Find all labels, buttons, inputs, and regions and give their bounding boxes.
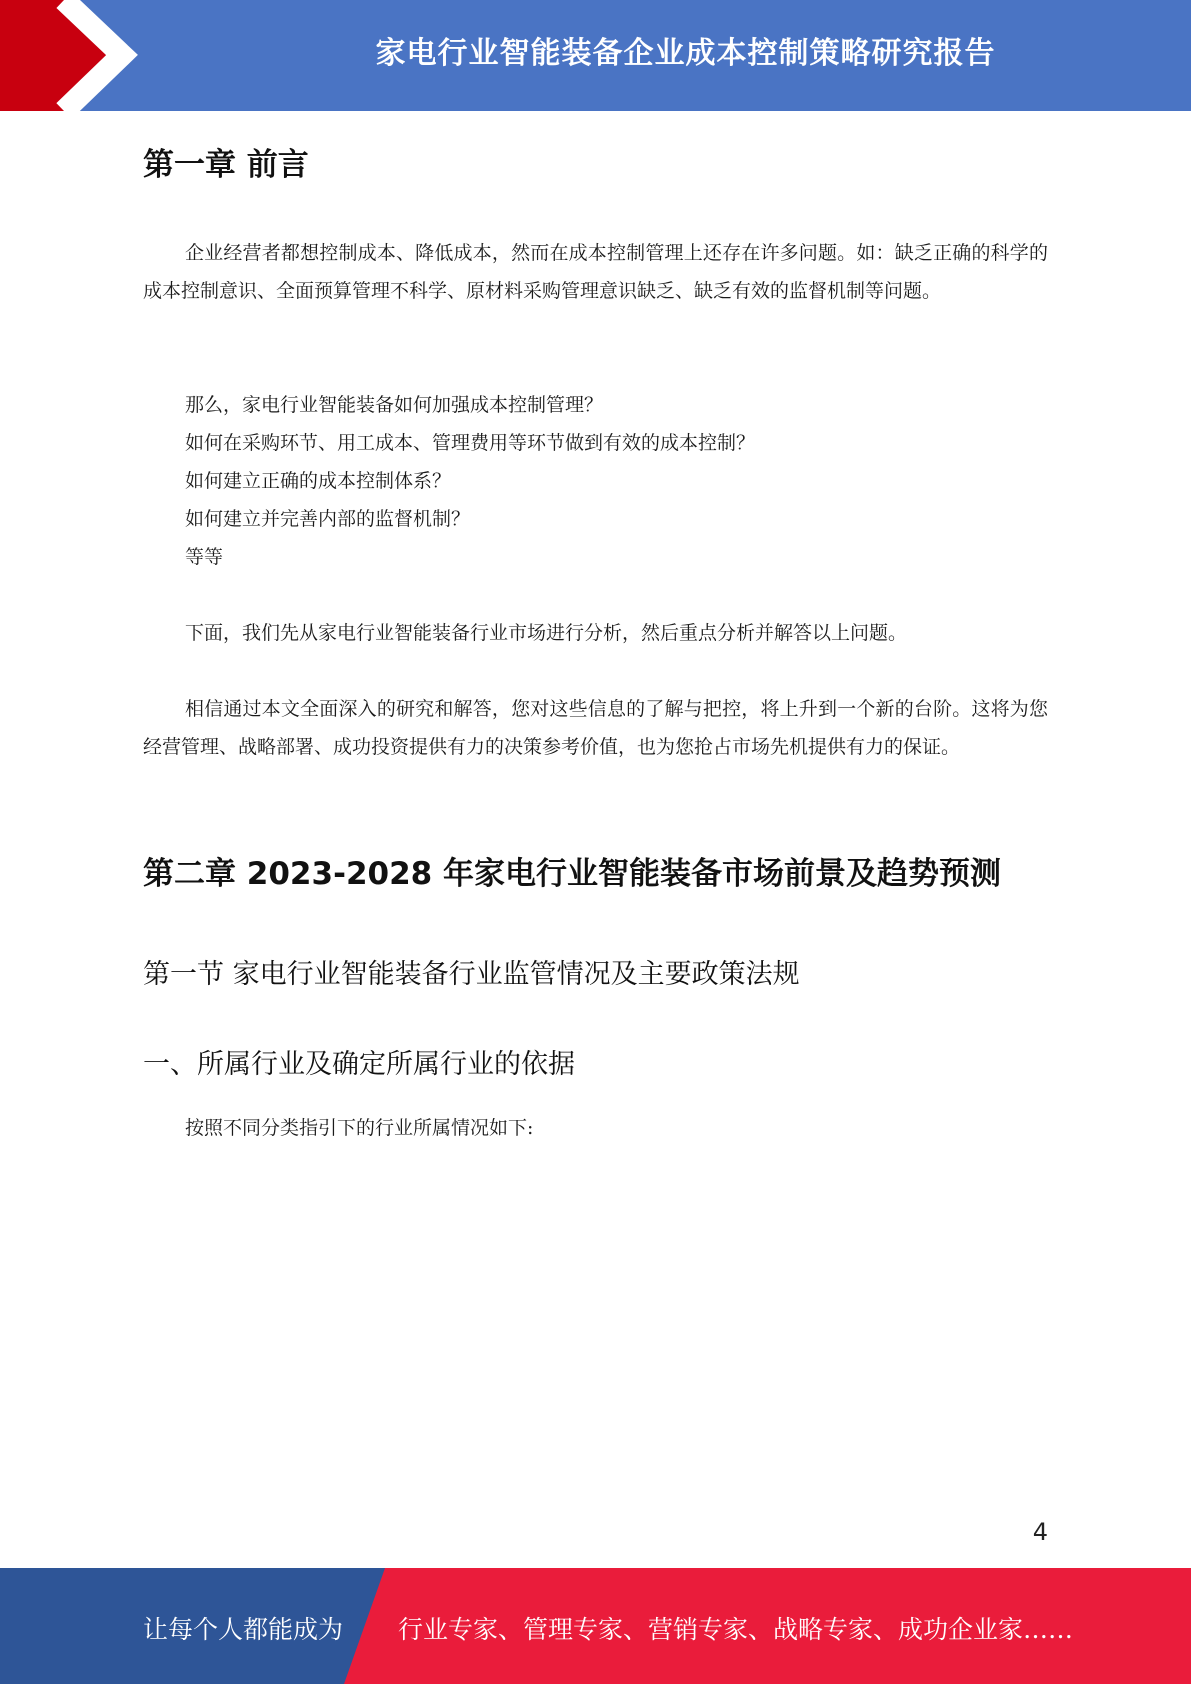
chapter-2-paragraph-1: 按照不同分类指引下的行业所属情况如下: xyxy=(185,1117,534,1139)
footer-slogan-right: 行业专家、管理专家、营销专家、战略专家、成功企业家…… xyxy=(398,1615,1074,1644)
question-item: 如何在采购环节、用工成本、管理费用等环节做到有效的成本控制？ xyxy=(185,432,756,454)
chapter-1-paragraph-3: 相信通过本文全面深入的研究和解答，您对这些信息的了解与把控，将上升到一个新的台阶。这将为您经营管理、战略部署、成功投资提供有力的决策参考价值，也为您抢占市场先机提供有力的保证。 xyxy=(143,698,1048,758)
chapter-2-title: 第二章 2023-2028 年家电行业智能装备市场前景及趋势预测 xyxy=(143,856,1002,892)
chapter-1-title: 第一章 前言 xyxy=(143,147,309,183)
chapter-1-paragraph-2: 下面，我们先从家电行业智能装备行业市场进行分析，然后重点分析并解答以上问题。 xyxy=(185,622,908,644)
header-chevron-decoration xyxy=(0,0,160,111)
report-title: 家电行业智能装备企业成本控制策略研究报告 xyxy=(375,36,996,71)
question-item: 等等 xyxy=(185,546,224,568)
question-item: 那么，家电行业智能装备如何加强成本控制管理？ xyxy=(185,394,604,416)
question-item: 如何建立并完善内部的监督机制？ xyxy=(185,508,471,530)
subsection-1-title: 一、所属行业及确定所属行业的依据 xyxy=(143,1049,575,1080)
page-number: 4 xyxy=(1032,1518,1048,1546)
footer-slogan-left: 让每个人都能成为 xyxy=(143,1615,344,1644)
header-red-block xyxy=(0,0,122,111)
question-item: 如何建立正确的成本控制体系？ xyxy=(185,470,452,492)
page-header xyxy=(0,0,1191,111)
chapter-1-paragraph-1: 企业经营者都想控制成本、降低成本，然而在成本控制管理上还存在许多问题。如：缺乏正确的科学的成本控制意识、全面预算管理不科学、原材料采购管理意识缺乏、缺乏有效的监督机制等问题。 xyxy=(143,242,1048,302)
page-footer xyxy=(0,1568,1191,1684)
section-1-title: 第一节 家电行业智能装备行业监管情况及主要政策法规 xyxy=(143,959,800,990)
